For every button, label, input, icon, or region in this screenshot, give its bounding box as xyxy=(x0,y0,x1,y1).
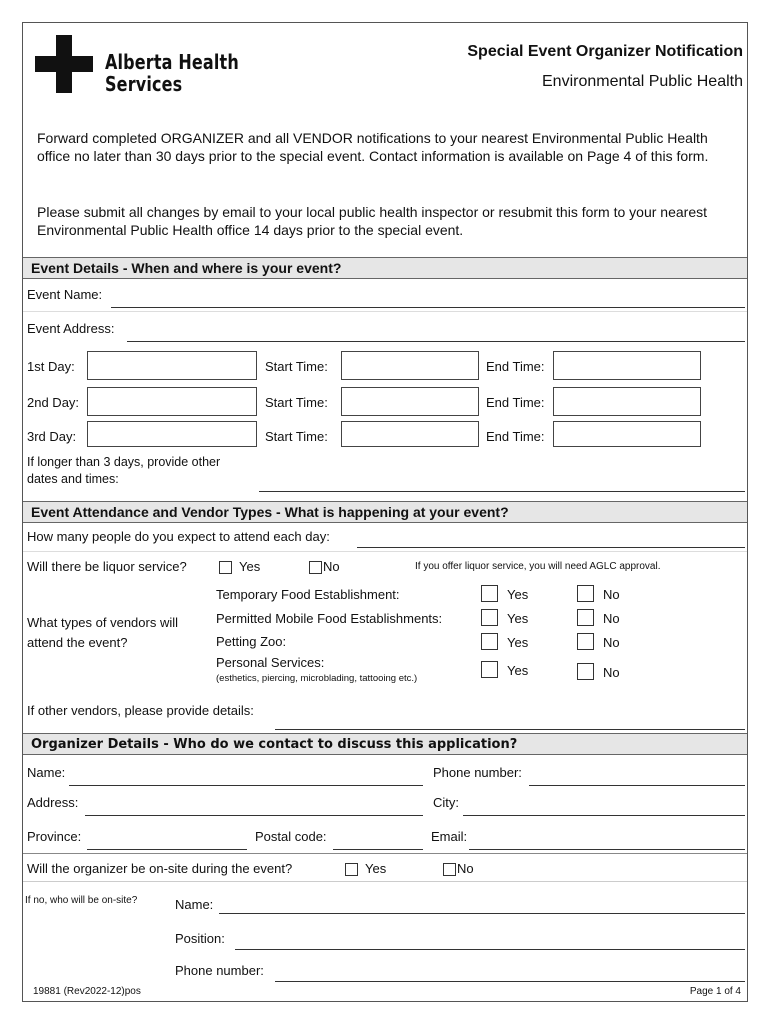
special-event-organizer-form xyxy=(22,22,748,1002)
day2-start-input[interactable] xyxy=(341,387,479,416)
longer-dates-field[interactable] xyxy=(259,491,745,492)
liquor-no-checkbox[interactable] xyxy=(309,561,322,574)
day1-start-input[interactable] xyxy=(341,351,479,380)
vendor-mobile-food-no-label: No xyxy=(603,611,620,626)
vendor-petting-zoo-no-label: No xyxy=(603,635,620,650)
vendor-personal-services-yes-label: Yes xyxy=(507,663,529,678)
alt-position-label: Position: xyxy=(175,931,225,946)
onsite-yes-checkbox[interactable] xyxy=(345,863,358,876)
organizer-postal-label: Postal code: xyxy=(255,829,327,844)
liquor-label: Will there be liquor service? xyxy=(27,559,187,574)
vendor-mobile-food-yes-checkbox[interactable] xyxy=(481,609,498,626)
form-title: Special Event Organizer Notification xyxy=(467,43,743,60)
organizer-address-field[interactable] xyxy=(85,815,423,816)
day1-start-label: Start Time: xyxy=(265,359,328,374)
alt-name-label: Name: xyxy=(175,897,214,912)
day1-end-input[interactable] xyxy=(553,351,701,380)
liquor-yes-label: Yes xyxy=(239,559,261,574)
event-name-field[interactable] xyxy=(111,307,745,308)
day1-date-input[interactable] xyxy=(87,351,257,380)
vendor-temp-food-yes-label: Yes xyxy=(507,587,529,602)
alt-phone-field[interactable] xyxy=(275,981,745,982)
day1-label: 1st Day: xyxy=(27,359,75,374)
day3-label: 3rd Day: xyxy=(27,429,77,444)
day2-start-label: Start Time: xyxy=(265,395,328,410)
other-vendors-label: If other vendors, please provide details: xyxy=(27,703,254,718)
event-name-label: Event Name: xyxy=(27,287,103,302)
event-details-header: Event Details - When and where is your event? xyxy=(23,257,747,279)
organizer-email-field[interactable] xyxy=(469,849,745,850)
longer-label-1: If longer than 3 days, provide other xyxy=(27,455,221,469)
organizer-phone-label: Phone number: xyxy=(433,765,522,780)
liquor-note: If you offer liquor service, you will need AGLC approval. xyxy=(415,561,661,572)
vendor-personal-services-note: (esthetics, piercing, microblading, tattooing etc.) xyxy=(216,673,418,684)
vendor-petting-zoo-label: Petting Zoo: xyxy=(216,634,287,649)
organizer-name-label: Name: xyxy=(27,765,66,780)
alberta-health-services-logo xyxy=(35,35,93,93)
attendance-header: Event Attendance and Vendor Types - What is happening at your event? xyxy=(23,501,747,523)
divider xyxy=(23,311,747,312)
vendor-temp-food-no-label: No xyxy=(603,587,620,602)
vendor-temp-food-label: Temporary Food Establishment: xyxy=(216,587,400,602)
organizer-phone-field[interactable] xyxy=(529,785,745,786)
intro-paragraph-1: Forward completed ORGANIZER and all VENDOR notifications to your nearest Environmental Public Health office no later than 30 days prior to the special event. Contact information is available on Page 4 of this form. xyxy=(37,130,709,164)
organizer-province-field[interactable] xyxy=(87,849,247,850)
vendor-petting-zoo-no-checkbox[interactable] xyxy=(577,633,594,650)
longer-label-2: dates and times: xyxy=(27,472,119,486)
vendor-mobile-food-label: Permitted Mobile Food Establishments: xyxy=(216,611,443,626)
alt-position-field[interactable] xyxy=(235,949,745,950)
event-address-label: Event Address: xyxy=(27,321,115,336)
day3-start-input[interactable] xyxy=(341,421,479,447)
form-subtitle: Environmental Public Health xyxy=(542,73,743,90)
liquor-no-label: No xyxy=(323,559,340,574)
day3-end-input[interactable] xyxy=(553,421,701,447)
divider xyxy=(23,551,747,552)
onsite-yes-label: Yes xyxy=(365,861,387,876)
people-label: How many people do you expect to attend each day: xyxy=(27,529,330,544)
onsite-no-label: No xyxy=(457,861,474,876)
vendor-question-1: What types of vendors will xyxy=(27,615,179,630)
intro-paragraph-2: Please submit all changes by email to your local public health inspector or resubmit this form to your nearest Environmental Public Health office 14 days prior to the special event. xyxy=(37,204,707,238)
vendor-temp-food-no-checkbox[interactable] xyxy=(577,585,594,602)
vendor-mobile-food-no-checkbox[interactable] xyxy=(577,609,594,626)
day3-end-label: End Time: xyxy=(486,429,545,444)
alt-phone-label: Phone number: xyxy=(175,963,264,978)
liquor-yes-checkbox[interactable] xyxy=(219,561,232,574)
people-count-field[interactable] xyxy=(357,547,745,548)
vendor-petting-zoo-yes-checkbox[interactable] xyxy=(481,633,498,650)
vendor-question-2: attend the event? xyxy=(27,635,128,650)
onsite-no-checkbox[interactable] xyxy=(443,863,456,876)
divider xyxy=(23,881,747,882)
organizer-name-field[interactable] xyxy=(69,785,423,786)
day2-date-input[interactable] xyxy=(87,387,257,416)
vendor-personal-services-no-checkbox[interactable] xyxy=(577,663,594,680)
divider xyxy=(23,853,747,854)
vendor-petting-zoo-yes-label: Yes xyxy=(507,635,529,650)
vendor-temp-food-yes-checkbox[interactable] xyxy=(481,585,498,602)
alt-name-field[interactable] xyxy=(219,913,745,914)
day3-start-label: Start Time: xyxy=(265,429,328,444)
page-number: Page 1 of 4 xyxy=(689,986,741,997)
if-no-label: If no, who will be on-site? xyxy=(25,895,138,906)
day2-label: 2nd Day: xyxy=(27,395,80,410)
other-vendors-field[interactable] xyxy=(275,729,745,730)
vendor-personal-services-yes-checkbox[interactable] xyxy=(481,661,498,678)
day1-end-label: End Time: xyxy=(486,359,545,374)
event-address-field[interactable] xyxy=(127,341,745,342)
organizer-header: Organizer Details - Who do we contact to discuss this application? xyxy=(23,733,747,755)
organizer-address-label: Address: xyxy=(27,795,79,810)
onsite-label: Will the organizer be on-site during the event? xyxy=(27,861,293,876)
organizer-email-label: Email: xyxy=(431,829,468,844)
day3-date-input[interactable] xyxy=(87,421,257,447)
org-name: Alberta Health Services xyxy=(105,50,239,96)
organizer-city-label: City: xyxy=(433,795,459,810)
organizer-postal-field[interactable] xyxy=(333,849,423,850)
day2-end-input[interactable] xyxy=(553,387,701,416)
organizer-province-label: Province: xyxy=(27,829,82,844)
day2-end-label: End Time: xyxy=(486,395,545,410)
organizer-city-field[interactable] xyxy=(463,815,745,816)
vendor-personal-services-no-label: No xyxy=(603,665,620,680)
form-number: 19881 (Rev2022-12)pos xyxy=(33,986,141,997)
vendor-mobile-food-yes-label: Yes xyxy=(507,611,529,626)
vendor-personal-services-label: Personal Services: xyxy=(216,655,325,670)
